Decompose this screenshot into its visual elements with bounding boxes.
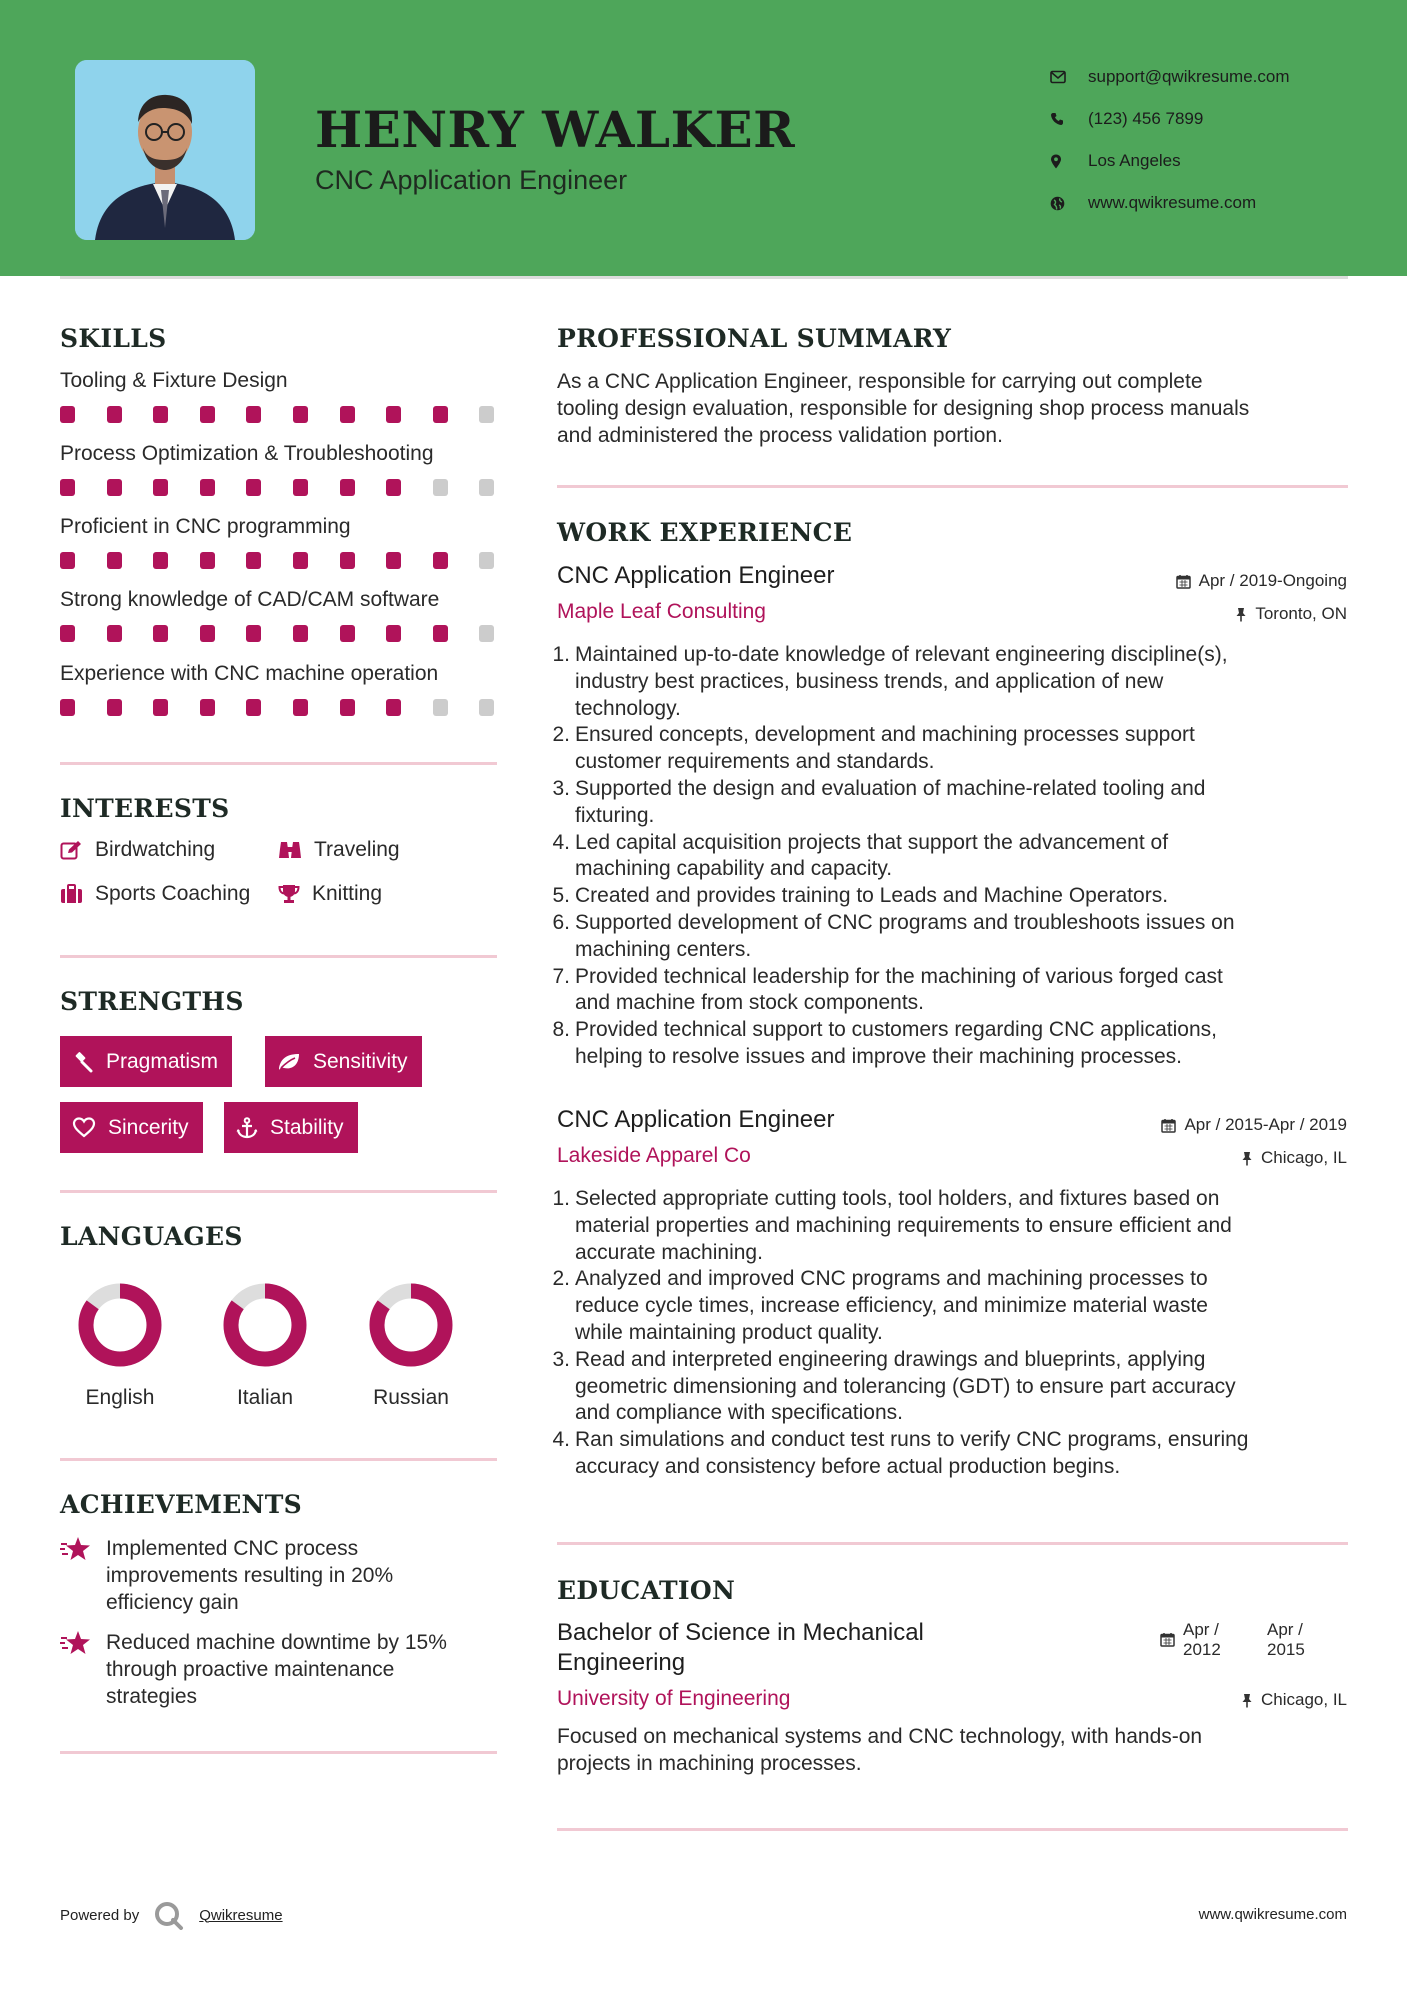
skill-dot-filled [153,552,168,569]
qwikresume-logo-icon [153,1900,185,1930]
skill-dot-filled [433,625,448,642]
skill-dot-empty [479,406,494,423]
skill-rating [60,699,526,716]
skill-dot-filled [293,406,308,423]
candidate-name: HENRY WALKER [315,100,796,159]
job-location: Toronto, ON [1235,604,1347,624]
skill-dot-filled [340,479,355,496]
education-description: Focused on mechanical systems and CNC technology, with hands-on projects in machining processes. [557,1725,1203,1775]
skill-rating [60,406,526,423]
skill-rating [60,625,526,642]
skill-dot-filled [60,625,75,642]
trophy-icon [278,884,300,904]
skill-dot-filled [340,552,355,569]
list-item: 7. Provided technical leadership for the machining of various forged cast and machine from stock components. [552,964,1223,1015]
skill-dot-filled [107,699,122,716]
contact-website-text: www.qwikresume.com [1088,193,1257,212]
skill-dot-filled [433,552,448,569]
list-item: 4. Ran simulations and conduct test runs to verify CNC programs, ensuring accuracy and consistency before actual production begins. [552,1428,1249,1478]
contact-phone[interactable] [1050,98,1390,140]
skill-dot-filled [200,479,215,496]
languages-title: LANGUAGES [60,1222,243,1251]
skill-dot-filled [200,625,215,642]
skill-dot-filled [386,625,401,642]
skill-dot-empty [479,699,494,716]
interest-item [278,882,382,906]
education-location: Chicago, IL [1241,1690,1347,1710]
list-item: 3. Read and interpreted engineering drawings and blueprints, applying geometric dimensioning and tolerancing (GDT) to ensure part accuracy and compliance with specifications. [552,1347,1236,1425]
heart-icon [72,1117,96,1138]
degree-title: Bachelor of Science in Mechanical Engineering [557,1619,924,1676]
pushpin-icon [1241,1693,1253,1708]
contact-email[interactable] [1050,56,1390,98]
language-label: English [85,1386,155,1409]
leaf-icon [277,1052,301,1072]
skill-dot-filled [107,552,122,569]
list-item: 3. Supported the design and evaluation of machine-related tooling and fixturing. [552,776,1206,827]
strength-label: Stability [270,1115,344,1139]
skill-dot-empty [479,625,494,642]
binoculars-icon [278,840,302,860]
pushpin-icon [1241,1151,1253,1166]
skill-name: Strong knowledge of CAD/CAM software [60,588,440,611]
strength-label: Sensitivity [313,1049,408,1073]
summary-text: As a CNC Application Engineer, responsible for carrying out complete tooling design evaluation, responsible for designing shop process manuals and administered the process validation portion. [557,370,1250,447]
skill-dot-filled [153,699,168,716]
skill-dot-filled [107,406,122,423]
section-divider [60,762,497,765]
interest-label: Birdwatching [95,838,216,861]
education-start: Apr / 2012 [1183,1620,1221,1659]
calendar-icon [1161,1118,1176,1133]
summary-title: PROFESSIONAL SUMMARY [557,324,952,353]
achievement-text: Reduced machine downtime by 15% through proactive maintenance strategies [106,1631,447,1708]
section-divider [557,485,1348,488]
section-divider [60,1190,497,1193]
section-divider [557,1542,1348,1545]
contact-location [1050,140,1390,182]
skill-dot-filled [200,699,215,716]
skill-dot-filled [200,406,215,423]
skill-name: Process Optimization & Troubleshooting [60,442,434,465]
list-item: 2. Analyzed and improved CNC programs and machining processes to reduce cycle times, increase efficiency, and minimize material waste while maintaining product quality. [552,1267,1208,1344]
achievement-item [60,1629,500,1710]
experience-title: WORK EXPERIENCE [557,518,853,547]
skill-dot-filled [293,552,308,569]
footer-powered-by [60,1900,283,1930]
briefcase-icon [60,884,83,904]
list-item: 4. Led capital acquisition projects that support the advancement of machining capability and capacity. [552,830,1169,881]
globe-icon [1050,196,1088,211]
skill-dot-filled [293,625,308,642]
job-date: Apr / 2015-Apr / 2019 [1161,1115,1347,1135]
calendar-icon [1176,574,1191,589]
envelope-icon [1050,70,1088,84]
profile-photo [75,60,255,240]
gavel-icon [72,1051,94,1073]
skill-dot-filled [386,699,401,716]
calendar-icon [1160,1632,1175,1647]
section-divider [557,1828,1348,1831]
interests-title: INTERESTS [60,794,230,823]
skill-dot-filled [340,406,355,423]
list-item: 2. Ensured concepts, development and machining processes support customer requirements and standards. [552,723,1195,774]
skill-dot-empty [433,699,448,716]
skill-rating [60,552,526,569]
strength-badge [224,1102,358,1153]
footer-website[interactable]: www.qwikresume.com [1198,1906,1347,1923]
skill-rating [60,479,526,496]
language-label: Italian [236,1386,294,1409]
skill-name: Experience with CNC machine operation [60,662,439,685]
strengths-title: STRENGTHS [60,987,244,1016]
skill-dot-filled [153,479,168,496]
contact-email-text: support@qwikresume.com [1088,67,1290,86]
skill-dot-empty [479,552,494,569]
company-name: Lakeside Apparel Co [557,1144,751,1167]
strength-badge [265,1036,422,1087]
person-portrait-icon [75,60,255,240]
skill-dot-filled [153,406,168,423]
achievement-item [60,1535,500,1616]
job-location: Chicago, IL [1241,1148,1347,1168]
education-title: EDUCATION [557,1576,736,1605]
skill-dot-filled [340,625,355,642]
job-title: CNC Application Engineer [557,1106,835,1133]
contact-list [1050,56,1390,224]
header-divider [60,276,1348,279]
list-item: 5. Created and provides training to Leads and Machine Operators. [552,884,1169,908]
star-badge-icon [60,1535,92,1563]
strength-badge [60,1036,232,1087]
skill-dot-empty [479,479,494,496]
anchor-icon [236,1117,258,1139]
skill-dot-filled [246,479,261,496]
contact-website[interactable] [1050,182,1390,224]
skill-dot-filled [107,479,122,496]
skill-dot-filled [246,552,261,569]
powered-by-label: Powered by [60,1906,140,1924]
skills-title: SKILLS [60,324,167,353]
skill-dot-filled [200,552,215,569]
interest-item [60,838,215,862]
pencil-square-icon [60,840,83,860]
skill-dot-filled [293,699,308,716]
job-title: CNC Application Engineer [557,562,835,589]
list-item: 1. Maintained up-to-date knowledge of relevant engineering discipline(s), industry best practices, business trends, and application of new technology. [552,643,1228,720]
school-name: University of Engineering [557,1687,791,1710]
list-item: 6. Supported development of CNC programs and troubleshoots issues on machining centers. [552,910,1235,961]
education-end: Apr / 2015 [1267,1620,1305,1659]
contact-location-text: Los Angeles [1088,151,1181,170]
skill-dot-filled [246,406,261,423]
contact-phone-text: (123) 456 7899 [1088,109,1204,128]
skill-dot-filled [60,479,75,496]
qwikresume-link[interactable]: Qwikresume [199,1906,283,1924]
star-badge-icon [60,1629,92,1657]
phone-icon [1050,112,1088,126]
skill-dot-filled [60,699,75,716]
skill-dot-filled [107,625,122,642]
list-item: 8. Provided technical support to customers regarding CNC applications, helping to resolve issues and improve their machining processes. [552,1018,1217,1068]
job-date: Apr / 2019-Ongoing [1176,571,1347,591]
resume-header [0,0,1407,276]
list-item: 1. Selected appropriate cutting tools, tool holders, and fixtures based on material properties and machining requirements to ensure efficient and accurate machining. [552,1187,1232,1264]
interest-item [60,882,250,906]
pushpin-icon [1235,607,1247,622]
language-label: Russian [373,1386,449,1409]
skill-dot-filled [60,552,75,569]
skill-dot-filled [246,699,261,716]
language-donut [205,1268,325,1368]
skill-dot-filled [433,406,448,423]
interest-label: Sports Coaching [95,882,251,905]
achievements-title: ACHIEVEMENTS [60,1490,302,1519]
company-name: Maple Leaf Consulting [557,600,766,623]
skill-dot-filled [386,479,401,496]
map-pin-icon [1050,154,1088,169]
language-donut [351,1268,471,1368]
interest-label: Knitting [312,882,383,905]
job-responsibilities [548,1186,1348,1481]
education-dates [1160,1620,1305,1660]
skill-name: Proficient in CNC programming [60,515,351,538]
skill-name: Tooling & Fixture Design [60,369,288,392]
skill-dot-filled [340,699,355,716]
skill-dot-filled [293,479,308,496]
skill-dot-filled [153,625,168,642]
interest-item [278,838,400,862]
job-responsibilities [548,642,1348,1071]
section-divider [60,955,497,958]
language-donut [60,1268,180,1368]
achievement-text: Implemented CNC process improvements resulting in 20% efficiency gain [106,1537,394,1614]
strength-badge [60,1102,203,1153]
strength-label: Sincerity [108,1115,189,1139]
candidate-role: CNC Application Engineer [315,165,628,195]
skill-dot-filled [386,552,401,569]
skill-dot-filled [246,625,261,642]
skill-dot-filled [60,406,75,423]
section-divider [60,1751,497,1754]
section-divider [60,1458,497,1461]
interest-label: Traveling [314,838,400,861]
strength-label: Pragmatism [106,1049,219,1073]
skill-dot-empty [433,479,448,496]
skill-dot-filled [386,406,401,423]
